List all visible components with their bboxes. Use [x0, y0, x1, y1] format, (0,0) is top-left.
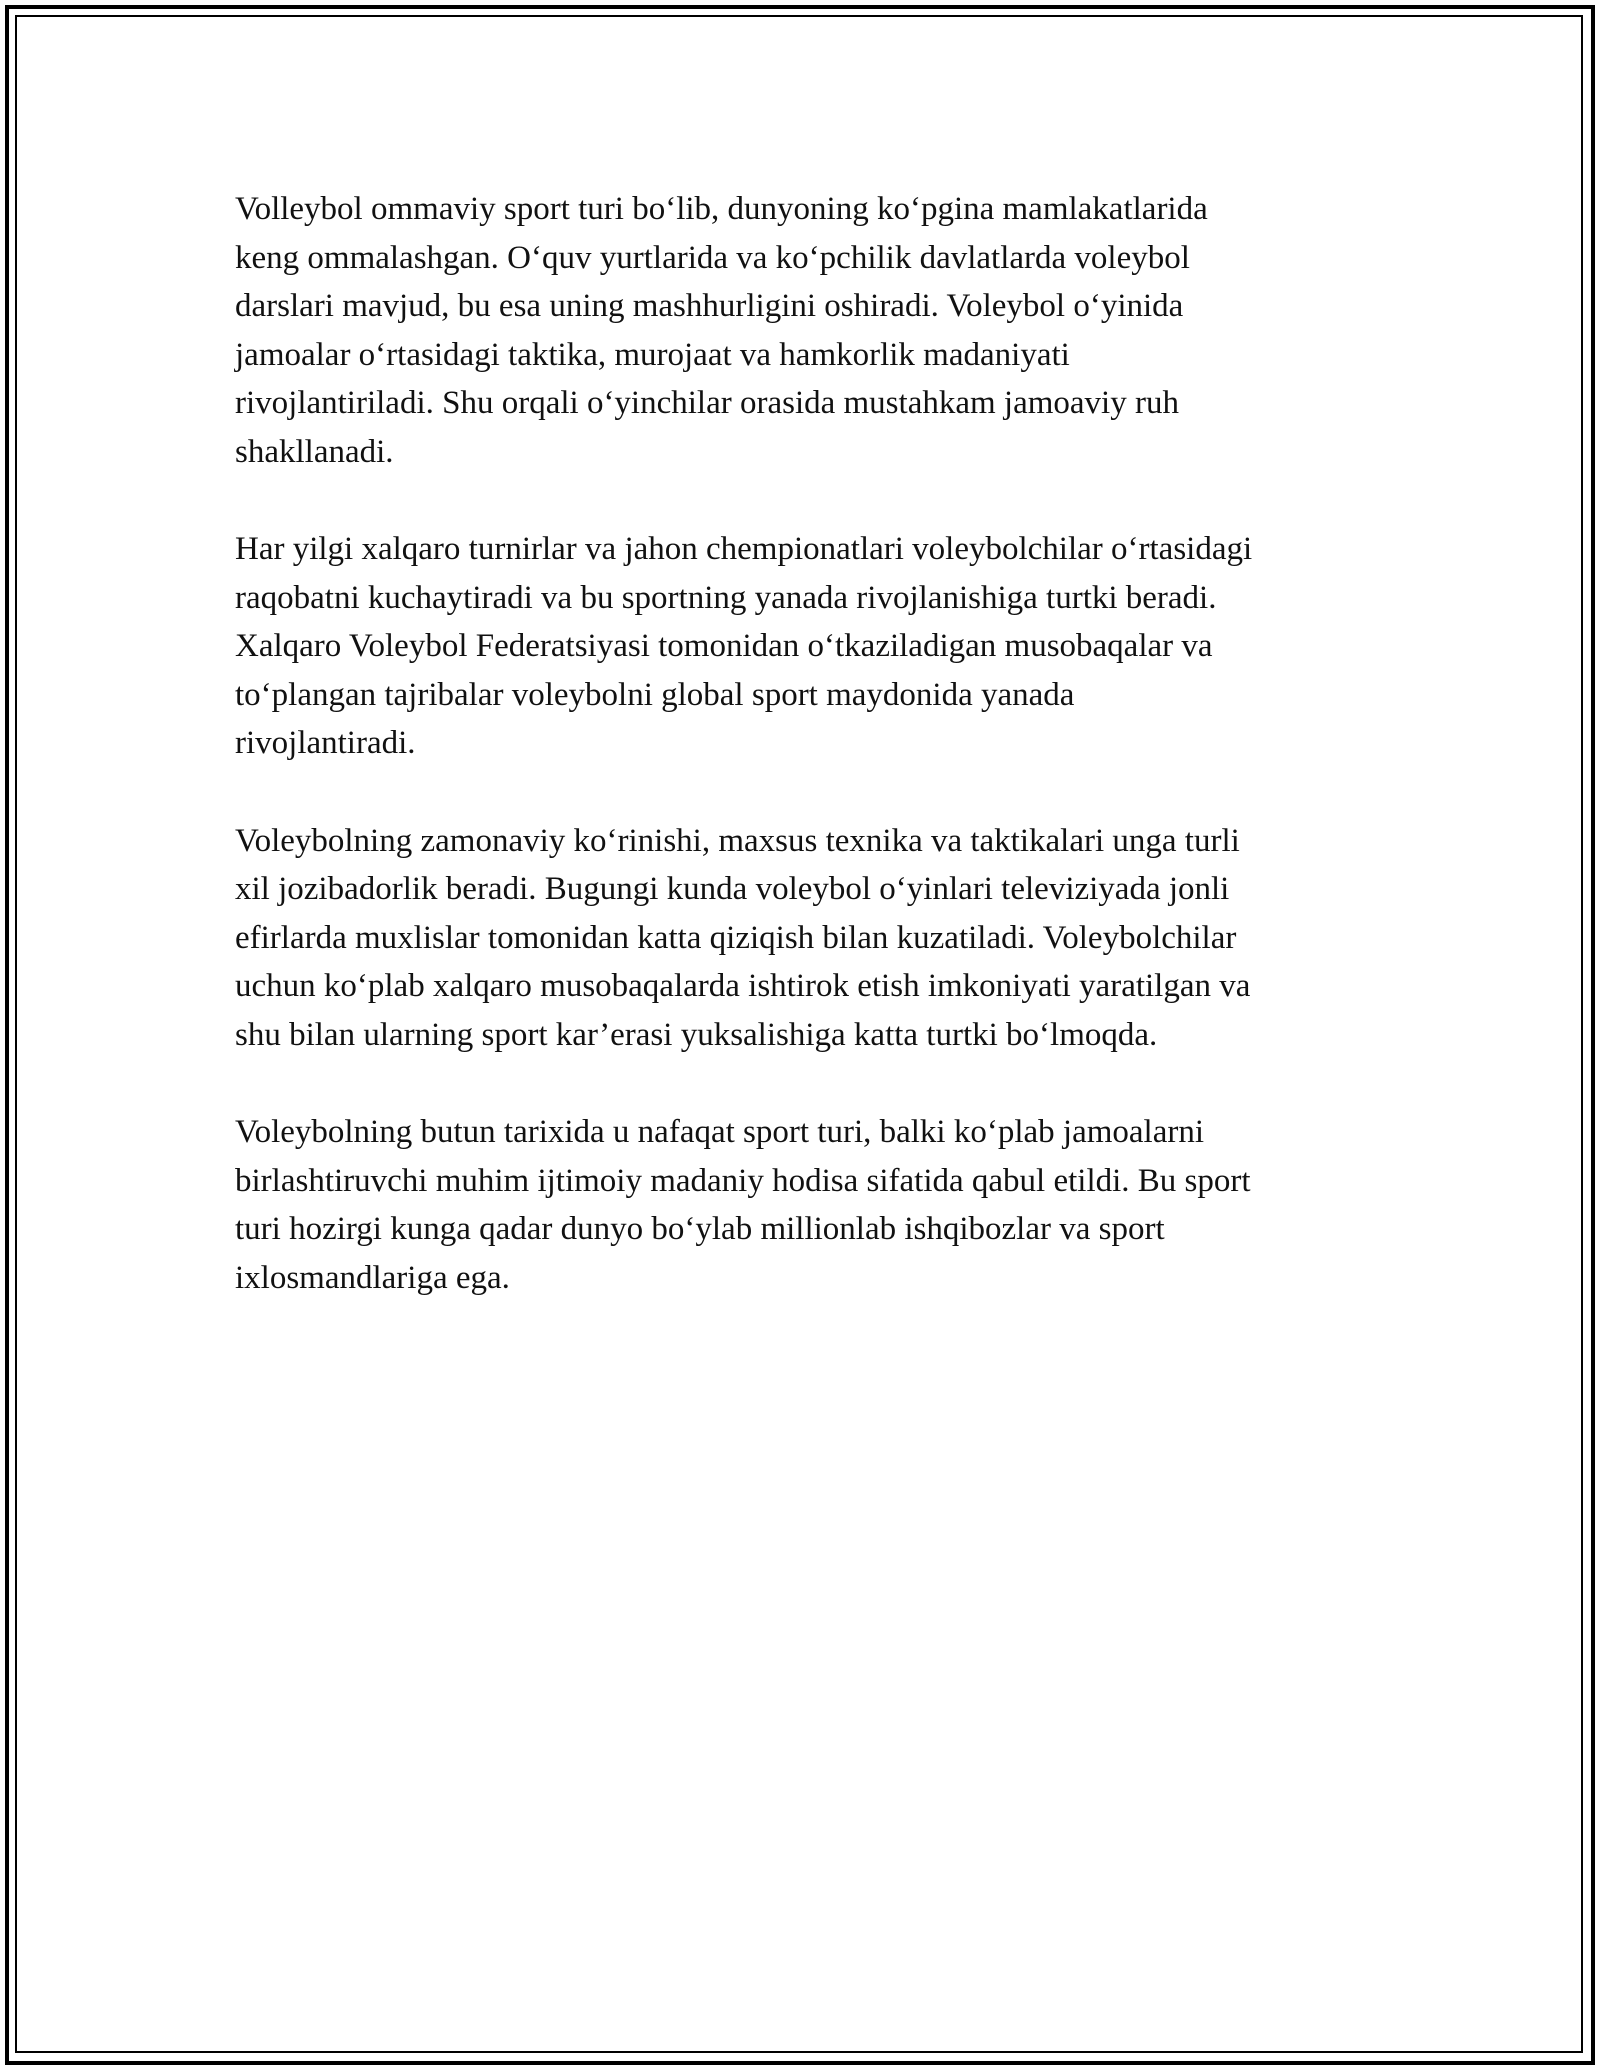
text-line: keng ommalashgan. O‘quv yurtlarida va ko‘pchilik davlatlarda voleybol — [235, 239, 1190, 276]
text-line: Xalqaro Voleybol Federatsiyasi tomonidan o‘tkaziladigan musobaqalar va — [235, 628, 1213, 664]
text-line: darslari mavjud, bu esa uning mashhurligini oshiradi. Voleybol o‘yinida — [235, 288, 1184, 324]
text-line: Volleybol ommaviy sport turi bo‘lib, dunyoning ko‘pgina mamlakatlarida — [235, 191, 1208, 227]
document-body — [235, 185, 1365, 1351]
paragraph-4 — [235, 1108, 1365, 1302]
paragraph-3 — [235, 817, 1365, 1060]
text-line: Har yilgi xalqaro turnirlar va jahon chempionatlari voleybolchilar o‘rtasidagi — [235, 531, 1253, 567]
text-line: shu bilan ularning sport kar’erasi yuksalishiga katta turtki bo‘lmoqda. — [235, 1016, 1158, 1053]
text-line: birlashtiruvchi muhim ijtimoiy madaniy hodisa sifatida qabul etildi. Bu sport — [235, 1162, 1251, 1199]
text-line: Voleybolning butun tarixida u nafaqat sport turi, balki ko‘plab jamoalarni — [235, 1114, 1205, 1150]
text-line: rivojlantiradi. — [235, 725, 416, 761]
text-line: rivojlantiriladi. Shu orqali o‘yinchilar orasida mustahkam jamoaviy ruh — [235, 385, 1179, 421]
text-line: turi hozirgi kunga qadar dunyo bo‘ylab millionlab ishqibozlar va sport — [235, 1211, 1165, 1247]
text-line: xil jozibadorlik beradi. Bugungi kunda voleybol o‘yinlari televiziyada jonli — [235, 871, 1230, 907]
text-line: to‘plangan tajribalar voleybolni global sport maydonida yanada — [235, 676, 1075, 713]
text-line: ixlosmandlariga ega. — [235, 1259, 510, 1296]
text-line: uchun ko‘plab xalqaro musobaqalarda ishtirok etish imkoniyati yaratilgan va — [235, 968, 1251, 1004]
text-line: efirlarda muxlislar tomonidan katta qiziqish bilan kuzatiladi. Voleybolchilar — [235, 919, 1237, 956]
text-line: shakllanadi. — [235, 433, 394, 470]
text-line: raqobatni kuchaytiradi va bu sportning yanada rivojlanishiga turtki beradi. — [235, 579, 1217, 616]
paragraph-1 — [235, 185, 1365, 476]
paragraph-2 — [235, 525, 1365, 768]
text-line: jamoalar o‘rtasidagi taktika, murojaat va hamkorlik madaniyati — [235, 336, 1070, 373]
text-line: Voleybolning zamonaviy ko‘rinishi, maxsus texnika va taktikalari unga turli — [235, 822, 1240, 859]
